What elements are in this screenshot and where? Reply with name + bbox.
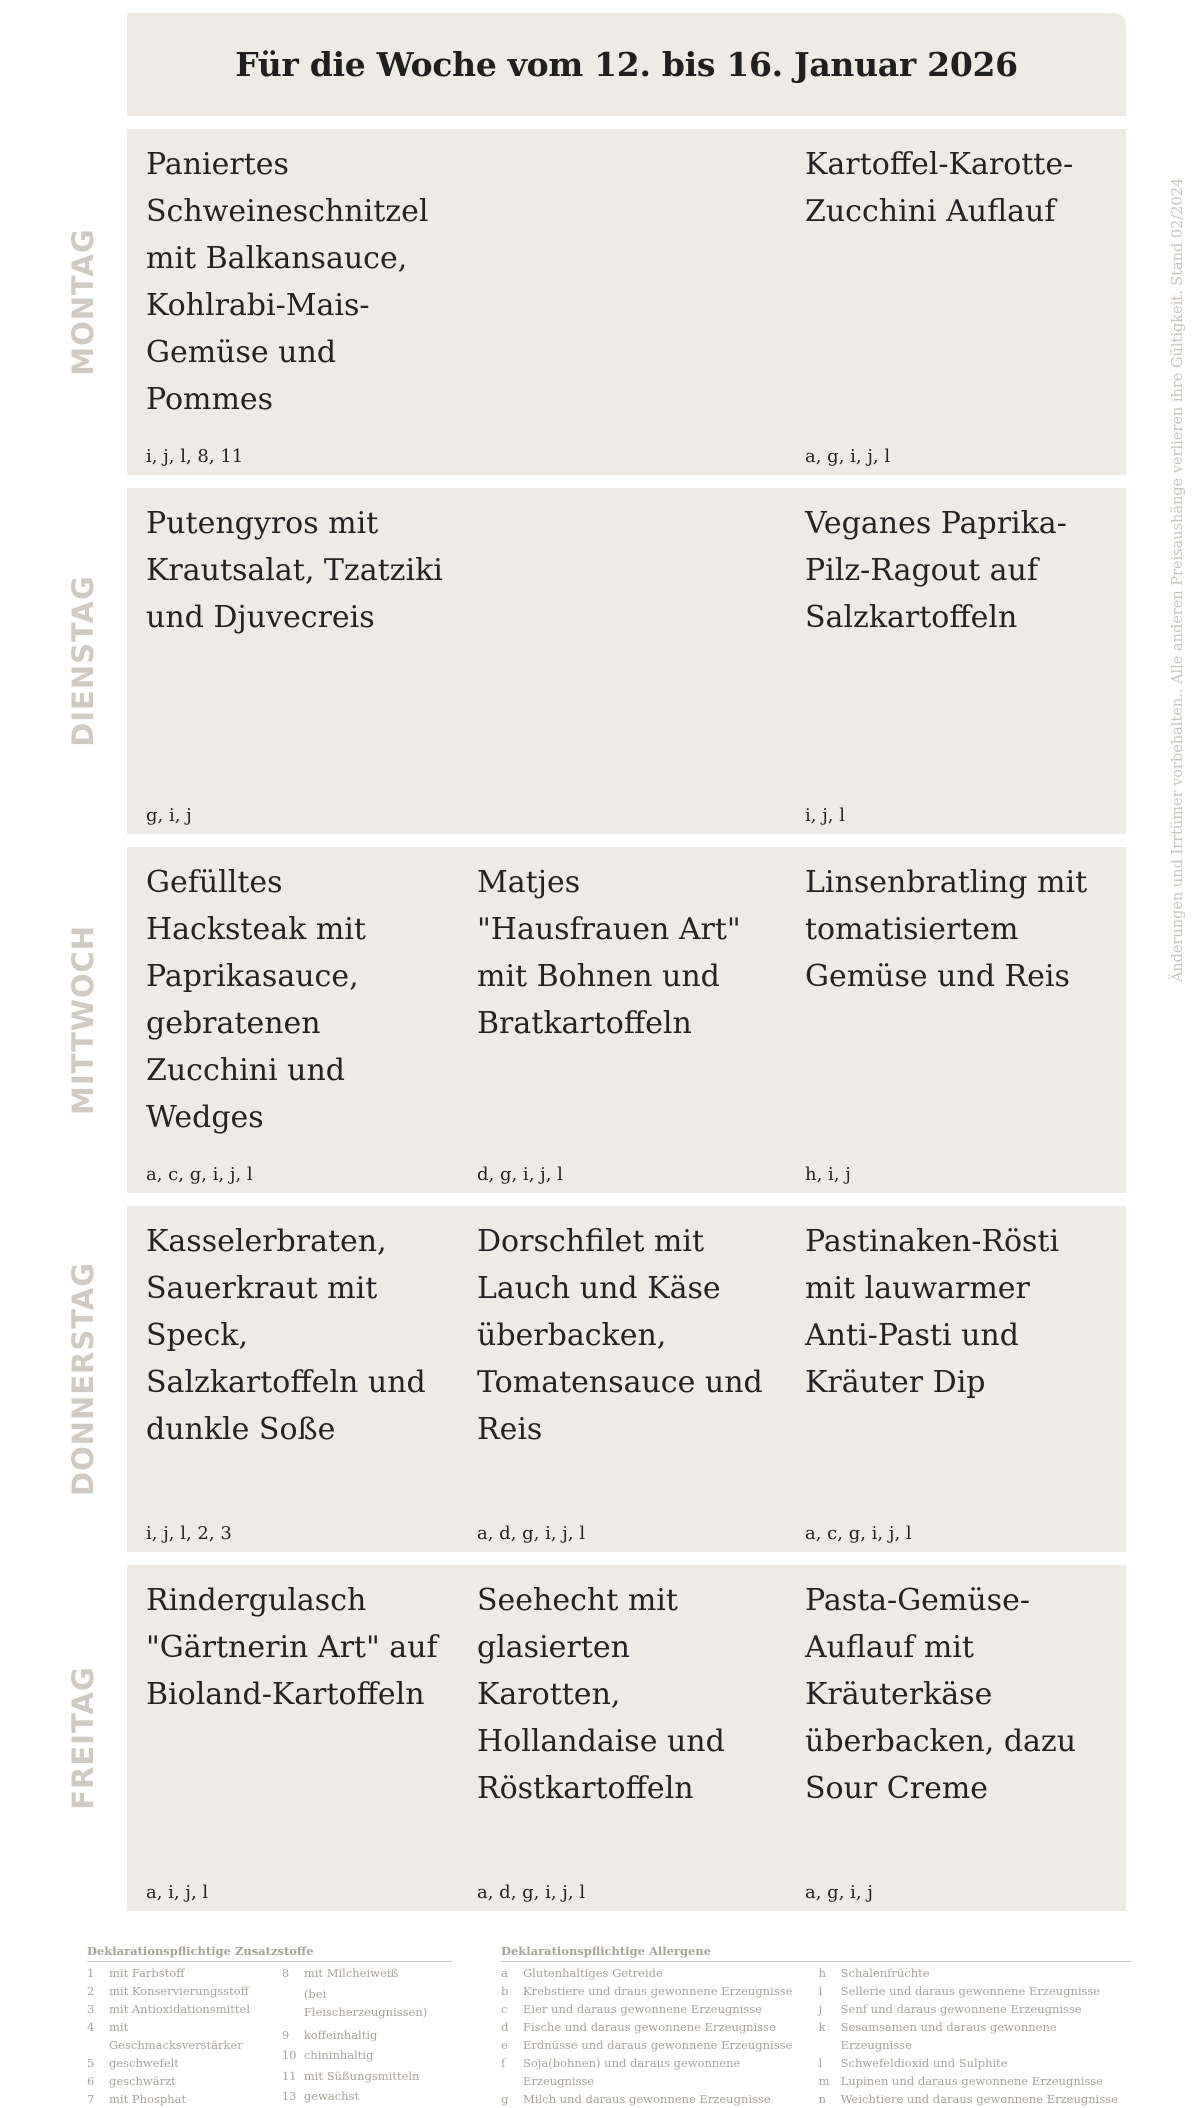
meal-cell <box>805 1206 1115 1552</box>
legend-entry <box>282 2067 452 2088</box>
allergen-codes: i, j, l, 8, 11 <box>146 446 244 467</box>
legend-code: i <box>818 1984 823 1998</box>
legend-description: mit Geschmacksverstärker <box>109 2020 243 2052</box>
allergens-list <box>501 1964 809 2108</box>
legend-entry <box>819 1964 1131 1982</box>
allergen-codes: a, c, g, i, j, l <box>146 1164 253 1185</box>
legend-code: a <box>501 1966 508 1980</box>
dish-name: Pastinaken-Rösti mit lauwarmer Anti-Pasti und Kräuter Dip <box>805 1224 1060 1400</box>
dish-name: Dorschfilet mit Lauch und Käse überbacken, Tomatensauce und Reis <box>477 1224 763 1447</box>
legend-code: j <box>818 2002 823 2016</box>
legend-entry <box>282 2046 452 2067</box>
allergen-codes: a, d, g, i, j, l <box>477 1882 586 1903</box>
day-row-mittwoch: MITTWOCH Gefülltes Hacksteak mit Paprikasauce, gebratenen Zucchini und Wedges a, c, g, i, j, l Matjes "Hausfrauen Art" mit Bohnen und Bratkartoffeln d, g, i, j, l Linsenbratling mit tomatisiertem Gemüse und Reis h, i, j <box>127 847 1126 1193</box>
legend-code: f <box>501 2056 506 2070</box>
legend-entry <box>87 2072 264 2090</box>
legend-entry <box>501 2090 809 2108</box>
legend-code: b <box>501 1984 509 1998</box>
legend-description: mit Farbstoff <box>109 1966 185 1980</box>
dish-name: Seehecht mit glasierten Karotten, Hollandaise und Röstkartoffeln <box>477 1583 725 1806</box>
day-row-montag: MONTAG Paniertes Schweineschnitzel mit Balkansauce, Kohlrabi-Mais-Gemüse und Pommes i, j, l, 8, 11 Kartoffel-Karotte-Zucchini Auflauf a, g, i, j, l <box>127 129 1126 475</box>
legend-entry <box>501 2018 809 2036</box>
legend-description: (bei Fleischerzeugnissen) <box>303 1986 428 2019</box>
legend-code: e <box>501 2038 508 2052</box>
legend-description: geschwärzt <box>109 2074 176 2088</box>
legend-code: 7 <box>87 2092 95 2106</box>
meal-cell <box>146 1206 456 1552</box>
legend-description: Senf und daraus gewonnene Erzeugnisse <box>840 2002 1082 2016</box>
additives-legend <box>87 1942 452 2108</box>
legend-description: Krebstiere und draus gewonnene Erzeugnisse <box>523 1984 793 1998</box>
legend-entry <box>87 2090 264 2108</box>
legend-entry <box>501 2036 809 2054</box>
legend-description: koffeinhaltig <box>303 2027 378 2042</box>
legend-description: Sellerie und daraus gewonnene Erzeugnisse <box>840 1984 1101 1998</box>
legend-description: geschwefelt <box>109 2056 179 2070</box>
meal-cell <box>146 1565 456 1911</box>
legend-description: Weichtiere und daraus gewonnene Erzeugnisse <box>840 2092 1118 2106</box>
legend-entry <box>501 2000 809 2018</box>
legend-code <box>282 1985 304 2026</box>
meal-cell <box>477 847 787 1193</box>
legend-description: Eier und daraus gewonnene Erzeugnisse <box>523 2002 763 2016</box>
additives-list <box>87 1964 264 2108</box>
legend-code: c <box>501 2002 508 2016</box>
day-row-dienstag: DIENSTAG Putengyros mit Krautsalat, Tzatziki und Djuvecreis g, i, j Veganes Paprika-Pilz-Ragout auf Salzkartoffeln i, j, l <box>127 488 1126 834</box>
allergen-codes: g, i, j <box>146 805 192 826</box>
legend-description: Soja(bohnen) und daraus gewonnene Erzeugnisse <box>523 2056 741 2088</box>
legend-description: Milch und daraus gewonnene Erzeugnisse <box>523 2092 771 2106</box>
legend-description: gewachst <box>303 2089 360 2104</box>
legend-code: 2 <box>87 1984 95 1998</box>
dish-name: Kasselerbraten, Sauerkraut mit Speck, Salzkartoffeln und dunkle Soße <box>146 1224 426 1447</box>
allergen-codes: i, j, l, 2, 3 <box>146 1523 232 1544</box>
legend-code: 1 <box>87 1966 95 1980</box>
meal-cell <box>805 488 1115 834</box>
legend-description: Lupinen und daraus gewonnene Erzeugnisse <box>840 2074 1104 2088</box>
allergens-list <box>819 1964 1131 2108</box>
legend-code: 5 <box>87 2056 95 2070</box>
dish-name: Pasta-Gemüse-Auflauf mit Kräuterkäse überbacken, dazu Sour Creme <box>805 1583 1077 1806</box>
dish-name: Paniertes Schweineschnitzel mit Balkansauce, Kohlrabi-Mais-Gemüse und Pommes <box>146 147 429 417</box>
legend-description: mit Phosphat <box>109 2092 187 2106</box>
dish-name: Putengyros mit Krautsalat, Tzatziki und Djuvecreis <box>146 506 443 635</box>
legend-code: 8 <box>281 1966 290 1980</box>
legend-entry <box>819 2090 1131 2108</box>
week-header <box>127 13 1126 116</box>
dish-name: Kartoffel-Karotte-Zucchini Auflauf <box>805 147 1074 229</box>
meal-cell <box>805 1565 1115 1911</box>
meal-cell <box>477 129 787 475</box>
legend-code: 13 <box>281 2089 297 2104</box>
meal-cell <box>146 847 456 1193</box>
meal-cell <box>146 129 456 475</box>
legend-entry <box>282 2087 452 2108</box>
allergen-codes: i, j, l <box>805 805 845 826</box>
legend-code: n <box>818 2092 827 2106</box>
meal-cell <box>146 488 456 834</box>
allergen-codes: a, i, j, l <box>146 1882 209 1903</box>
legend-entry <box>501 1982 809 2000</box>
meal-cell <box>805 129 1115 475</box>
legend-code: 11 <box>281 2068 297 2083</box>
page-title: Für die Woche vom 12. bis 16. Januar 2026 <box>235 45 1018 84</box>
legend-description: Sesamsamen und daraus gewonnene Erzeugnisse <box>840 2020 1057 2052</box>
meal-cell <box>805 847 1115 1193</box>
dish-name: Matjes "Hausfrauen Art" mit Bohnen und Bratkartoffeln <box>477 865 741 1041</box>
legend-entry <box>282 1985 452 2026</box>
additives-legend-title: Deklarationspflichtige Zusatzstoffe <box>87 1942 452 1962</box>
allergen-codes: a, c, g, i, j, l <box>805 1523 912 1544</box>
allergen-codes: a, g, i, j <box>805 1882 873 1903</box>
legend-entry <box>819 2072 1131 2090</box>
day-row-freitag: FREITAG Rindergulasch "Gärtnerin Art" auf Bioland-Kartoffeln a, i, j, l Seehecht mit glasierten Karotten, Hollandaise und Röstkartoffeln a, d, g, i, j, l Pasta-Gemüse-Auflauf mit Kräuterkäse überbacken, dazu Sour Creme a, g, i, j <box>127 1565 1126 1911</box>
legend-code: d <box>501 2020 509 2034</box>
legend-code: g <box>501 2092 509 2106</box>
legend-description: chininhaltig <box>303 2048 374 2063</box>
allergens-legend <box>501 1942 1131 2108</box>
legend-description: Glutenhaltiges Getreide <box>523 1966 663 1980</box>
dish-name: Rindergulasch "Gärtnerin Art" auf Bioland-Kartoffeln <box>146 1583 438 1712</box>
legend-description: Erdnüsse und daraus gewonnene Erzeugnisse <box>523 2038 793 2052</box>
legend-description: Schwefeldioxid und Sulphite <box>840 2056 1008 2070</box>
legend-entry <box>819 2000 1131 2018</box>
allergen-codes: h, i, j <box>805 1164 851 1185</box>
legend-entry <box>501 1964 809 1982</box>
legend-entry <box>87 2054 264 2072</box>
dish-name: Linsenbratling mit tomatisiertem Gemüse und Reis <box>805 865 1088 994</box>
day-row-donnerstag: DONNERSTAG Kasselerbraten, Sauerkraut mit Speck, Salzkartoffeln und dunkle Soße i, j, l, 2, 3 Dorschfilet mit Lauch und Käse überbacken, Tomatensauce und Reis a, d, g, i, j, l Pastinaken-Rösti mit lauwarmer Anti-Pasti und Kräuter Dip a, c, g, i, j, l <box>127 1206 1126 1552</box>
allergen-codes: d, g, i, j, l <box>477 1164 563 1185</box>
legend-code: k <box>818 2020 826 2034</box>
legend-description: Schalenfrüchte <box>840 1966 930 1980</box>
legend-entry <box>501 2054 809 2090</box>
legend-code: l <box>818 2056 823 2070</box>
legend-description: mit Süßungsmitteln <box>303 2068 420 2083</box>
legend-code: 4 <box>87 2020 95 2034</box>
legend-code: 10 <box>281 2048 297 2063</box>
legend-code: 9 <box>281 2027 290 2042</box>
additives-list <box>282 1964 452 2108</box>
legend-entry <box>819 1982 1131 2000</box>
meal-cell <box>477 1565 787 1911</box>
legend-code: m <box>818 2074 830 2088</box>
dish-name: Veganes Paprika-Pilz-Ragout auf Salzkartoffeln <box>805 506 1067 635</box>
legend-code: h <box>818 1966 827 1980</box>
legend-entry <box>819 2018 1131 2054</box>
legend-entry <box>282 1964 452 1985</box>
legend-code: 6 <box>87 2074 95 2088</box>
legend-entry <box>87 1964 264 1982</box>
legend-description: mit Antioxidationsmittel <box>109 2002 251 2016</box>
allergens-legend-title: Deklarationspflichtige Allergene <box>501 1942 1131 1962</box>
dish-name: Gefülltes Hacksteak mit Paprikasauce, gebratenen Zucchini und Wedges <box>146 865 366 1135</box>
legend-entry <box>282 2026 452 2047</box>
legend-description: mit Milcheiweiß <box>303 1966 399 1980</box>
disclaimer-note: Änderungen und Irrtümer vorbehalten.. Alle anderen Preisaushänge verlieren ihre Gültigkeit. Stand 02/2024 <box>1170 177 1186 983</box>
legend-entry <box>87 2000 264 2018</box>
legend-entry <box>87 1982 264 2000</box>
meal-cell <box>477 488 787 834</box>
legend-entry <box>87 2018 264 2054</box>
meal-cell <box>477 1206 787 1552</box>
legend-description: mit Konservierungsstoff <box>109 1984 249 1998</box>
legend-entry <box>819 2054 1131 2072</box>
legend-code: 3 <box>87 2002 95 2016</box>
allergen-codes: a, d, g, i, j, l <box>477 1523 586 1544</box>
allergen-codes: a, g, i, j, l <box>805 446 891 467</box>
legend-description: Fische und daraus gewonnene Erzeugnisse <box>523 2020 776 2034</box>
